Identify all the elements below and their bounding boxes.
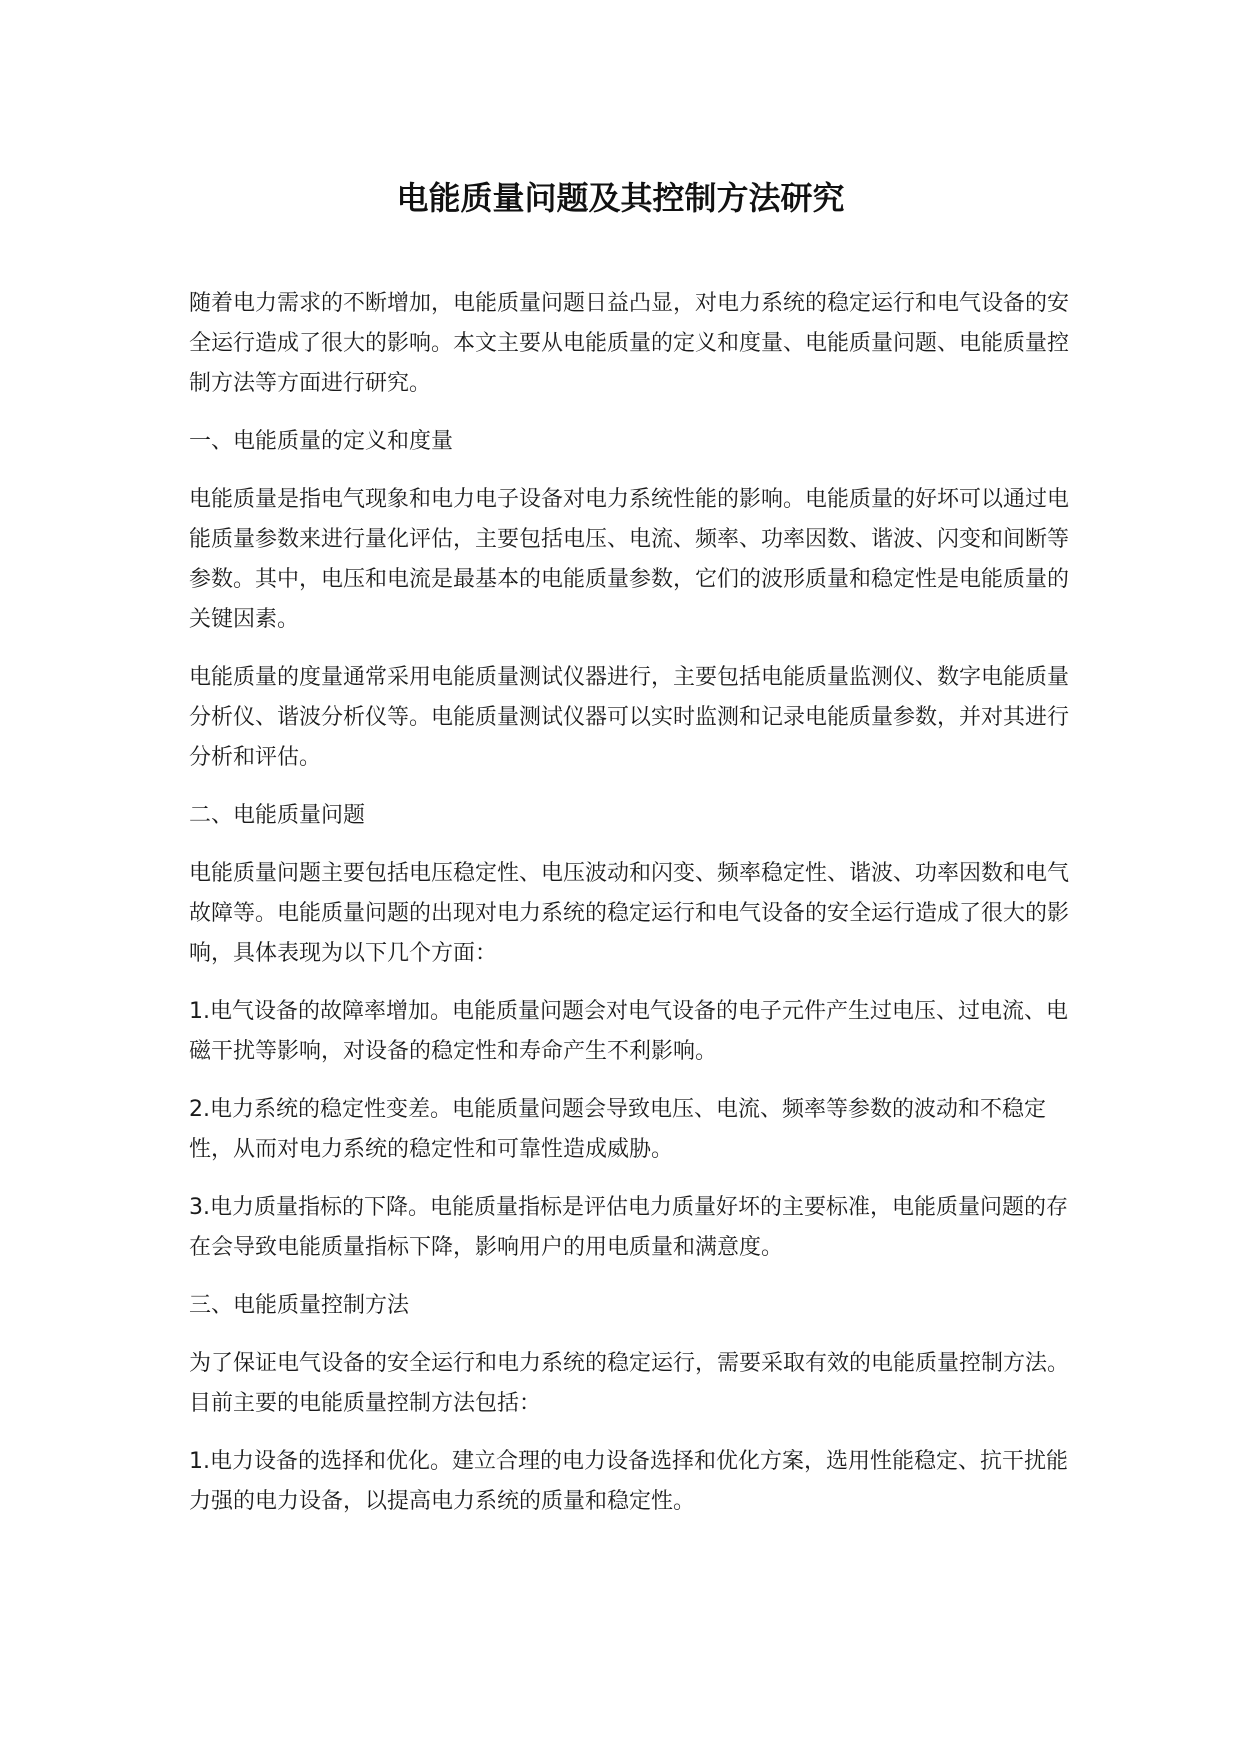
document-body [189,284,1089,1540]
intro-paragraph: 随着电力需求的不断增加，电能质量问题日益凸显，对电力系统的稳定运行和电气设备的安全运行造成了很大的影响。本文主要从电能质量的定义和度量、电能质量问题、电能质量控制方法等方面进行研究。 [189,291,1070,396]
document-title: 电能质量问题及其控制方法研究 [396,179,845,217]
list-item-control-1: 1.电力设备的选择和优化。建立合理的电力设备选择和优化方案，选用性能稳定、抗干扰能力强的电力设备，以提高电力系统的质量和稳定性。 [189,1449,1068,1514]
list-item-problem-3: 3.电力质量指标的下降。电能质量指标是评估电力质量好坏的主要标准，电能质量问题的存在会导致电能质量指标下降，影响用户的用电质量和满意度。 [189,1195,1068,1260]
section-heading-3: 三、电能质量控制方法 [189,1293,410,1318]
paragraph-measurement: 电能质量的度量通常采用电能质量测试仪器进行，主要包括电能质量监测仪、数字电能质量分析仪、谐波分析仪等。电能质量测试仪器可以实时监测和记录电能质量参数，并对其进行分析和评估。 [189,665,1070,770]
list-item-problem-2: 2.电力系统的稳定性变差。电能质量问题会导致电压、电流、频率等参数的波动和不稳定性，从而对电力系统的稳定性和可靠性造成威胁。 [189,1097,1046,1162]
section-heading-2: 二、电能质量问题 [189,803,366,828]
paragraph-control-intro: 为了保证电气设备的安全运行和电力系统的稳定运行，需要采取有效的电能质量控制方法。目前主要的电能质量控制方法包括： [189,1351,1070,1416]
section-heading-1: 一、电能质量的定义和度量 [189,429,454,454]
paragraph-definition: 电能质量是指电气现象和电力电子设备对电力系统性能的影响。电能质量的好坏可以通过电能质量参数来进行量化评估，主要包括电压、电流、频率、功率因数、谐波、闪变和间断等参数。其中，电压和电流是最基本的电能质量参数，它们的波形质量和稳定性是电能质量的关键因素。 [189,487,1070,632]
list-item-problem-1: 1.电气设备的故障率增加。电能质量问题会对电气设备的电子元件产生过电压、过电流、电磁干扰等影响，对设备的稳定性和寿命产生不利影响。 [189,999,1068,1064]
paragraph-problems: 电能质量问题主要包括电压稳定性、电压波动和闪变、频率稳定性、谐波、功率因数和电气故障等。电能质量问题的出现对电力系统的稳定运行和电气设备的安全运行造成了很大的影响，具体表现为以下几个方面： [189,861,1070,966]
